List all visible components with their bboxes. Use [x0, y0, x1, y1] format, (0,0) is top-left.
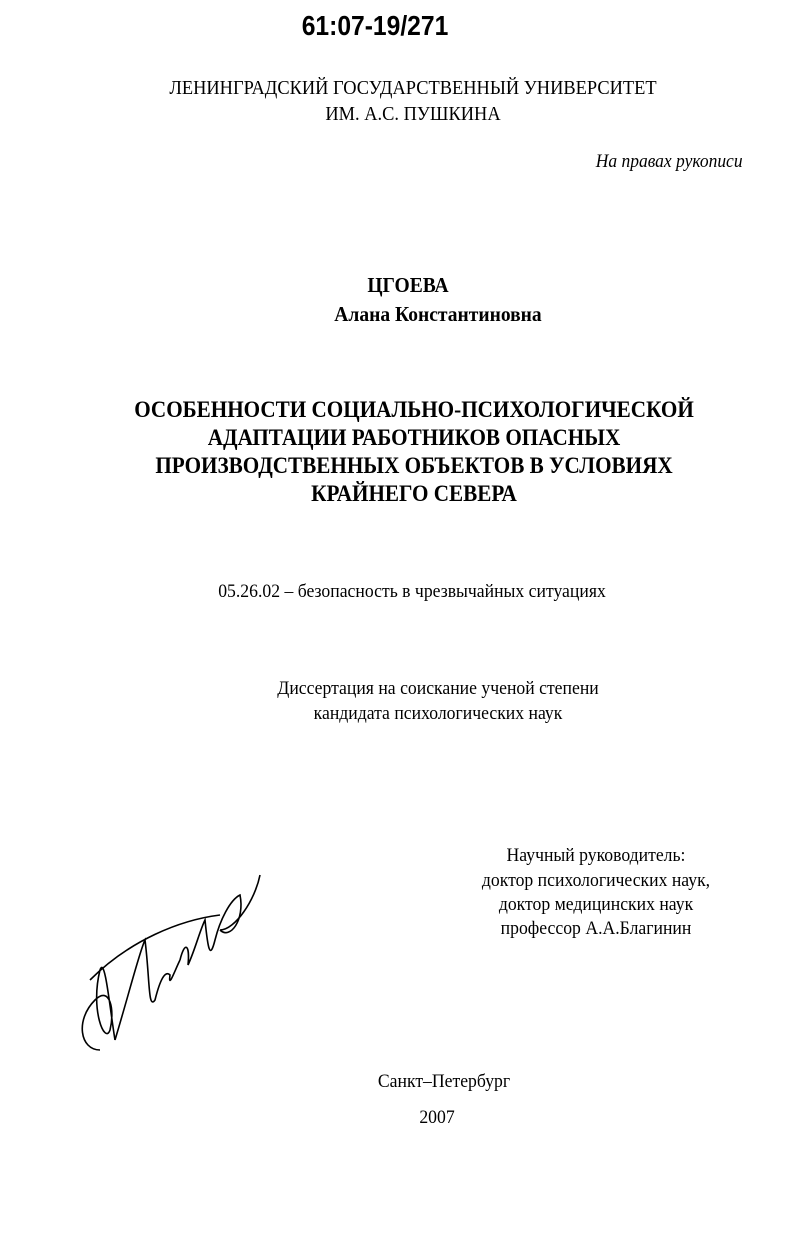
advisor-line-2: доктор психологических наук, [481, 870, 711, 891]
title-line-3: ПРОИЗВОДСТВЕННЫХ ОБЪЕКТОВ В УСЛОВИЯХ [155, 453, 673, 478]
specialty: 05.26.02 – безопасность в чрезвычайных ситуациях [218, 581, 606, 602]
author-given-names: Алана Константиновна [334, 302, 542, 326]
advisor-line-4: профессор А.А.Благинин [500, 918, 692, 939]
author-surname: ЦГОЕВА [367, 273, 449, 297]
degree-line-1: Диссертация на соискание ученой степени [277, 678, 599, 699]
manuscript-note: На правах рукописи [596, 151, 743, 172]
title-line-1: ОСОБЕННОСТИ СОЦИАЛЬНО-ПСИХОЛОГИЧЕСКОЙ [134, 397, 694, 422]
city: Санкт–Петербург [377, 1071, 511, 1092]
advisor-line-1: Научный руководитель: [506, 845, 686, 866]
year: 2007 [419, 1107, 455, 1128]
registry-code: 61:07-19/271 [301, 10, 449, 41]
handwritten-signature [70, 860, 270, 1060]
title-line-4: КРАЙНЕГО СЕВЕРА [311, 481, 517, 506]
degree-line-2: кандидата психологических наук [313, 703, 563, 724]
institution-line-1: ЛЕНИНГРАДСКИЙ ГОСУДАРСТВЕННЫЙ УНИВЕРСИТЕТ [169, 77, 657, 99]
advisor-line-3: доктор медицинских наук [498, 894, 694, 915]
title-line-2: АДАПТАЦИИ РАБОТНИКОВ ОПАСНЫХ [207, 425, 621, 450]
institution-line-2: ИМ. А.С. ПУШКИНА [325, 103, 501, 125]
